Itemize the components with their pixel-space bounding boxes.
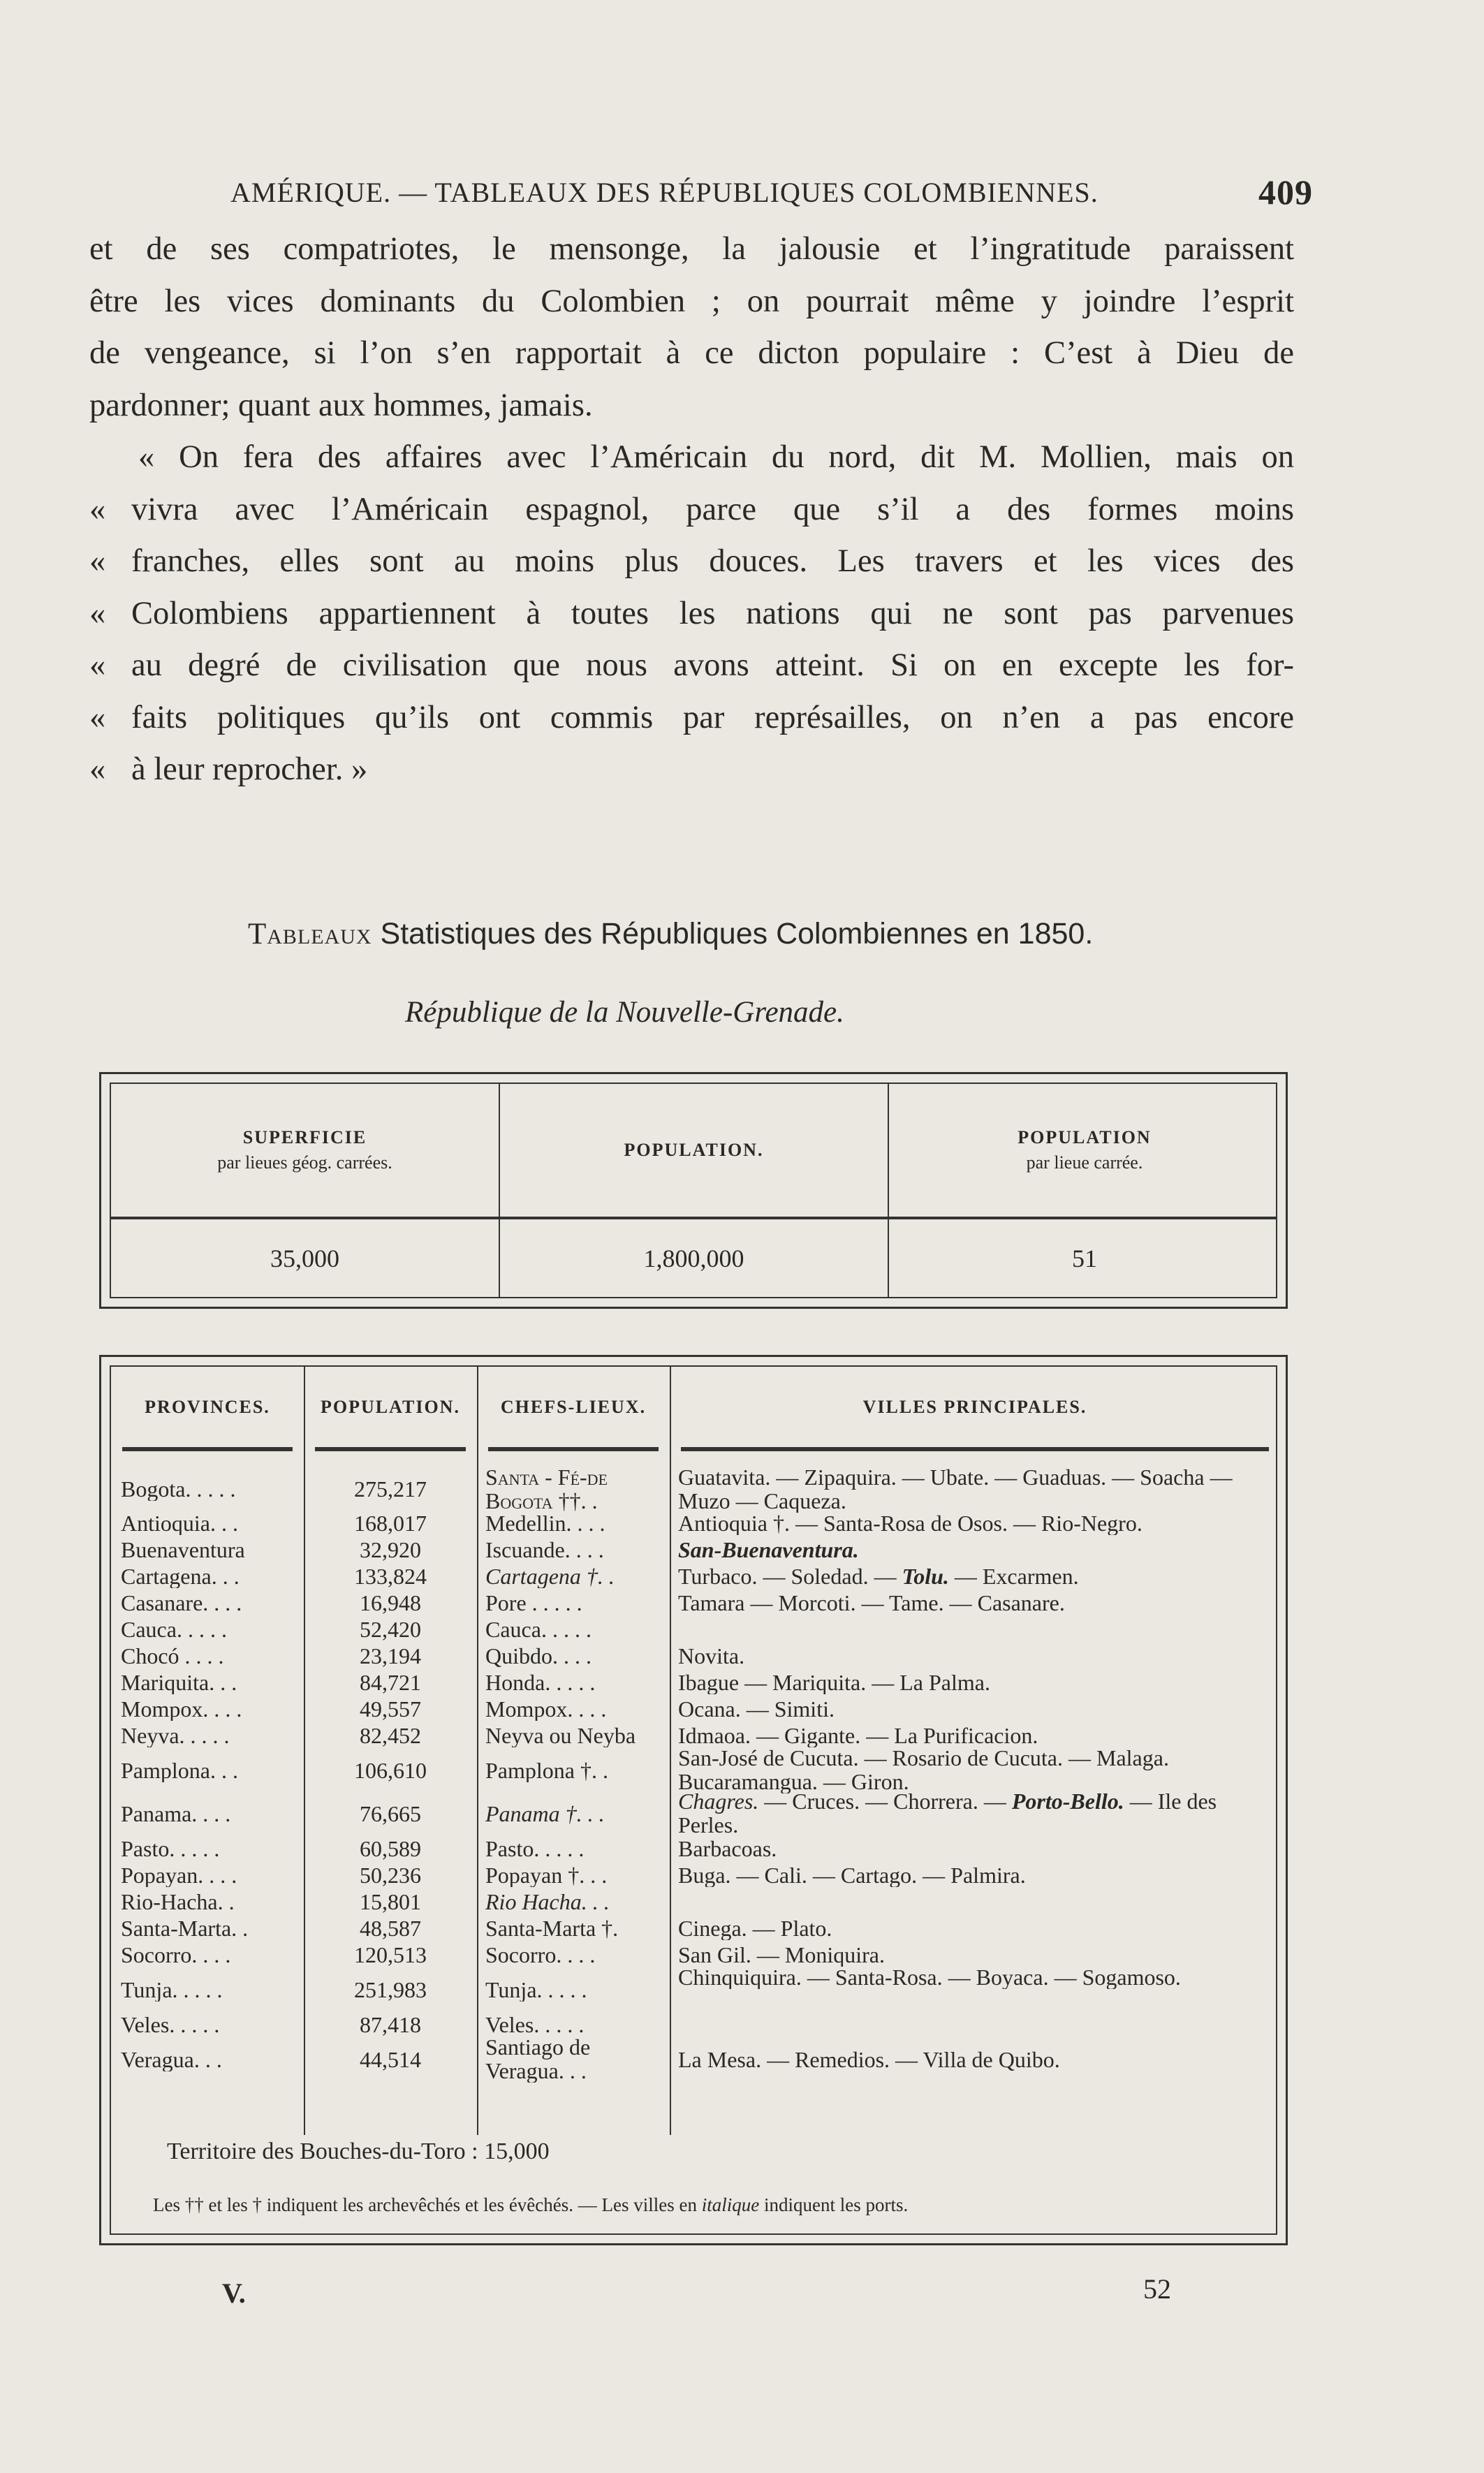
province-population: 76,665 bbox=[360, 1802, 421, 1826]
body-line-text: Colombiens appartiennent à toutes les nations qui ne sont pas parvenues bbox=[131, 595, 1294, 631]
villes-part: — Cruces. — Chorrera. — bbox=[758, 1789, 1012, 1814]
quote-line bbox=[89, 588, 1294, 640]
province-villes: La Mesa. — Remedios. — Villa de Quibo. bbox=[678, 2048, 1060, 2071]
quote-line bbox=[89, 536, 1294, 588]
header-subline: par lieues géog. carrées. bbox=[217, 1152, 392, 1173]
province-name: Santa-Marta. . bbox=[121, 1916, 249, 1940]
body-line-text: au degré de civilisation que nous avons atteint. Si on en excepte les for- bbox=[131, 647, 1294, 683]
header-population: POPULATION. bbox=[321, 1396, 460, 1417]
quote-line bbox=[89, 484, 1294, 536]
quote-mark: « bbox=[89, 699, 106, 735]
province-name: Bogota. . . . . bbox=[121, 1477, 236, 1501]
quote-line bbox=[89, 744, 1294, 796]
province-population: 23,194 bbox=[360, 1644, 421, 1668]
province-villes: Buga. — Cali. — Cartago. — Palmira. bbox=[678, 1863, 1026, 1887]
header-line: SUPERFICIE bbox=[242, 1127, 367, 1147]
territoire-line: Territoire des Bouches-du-Toro : 15,000 bbox=[167, 2138, 550, 2164]
running-head-title: AMÉRIQUE. — TABLEAUX DES RÉPUBLIQUES COLOMBIENNES. bbox=[230, 177, 1099, 208]
body-line: et de ses compatriotes, le mensonge, la jalousie et l’ingratitude paraissent bbox=[89, 231, 1294, 267]
header-superficie bbox=[111, 1084, 499, 1217]
province-chef-lieu: Veles. . . . . bbox=[485, 2013, 585, 2037]
body-line: de vengeance, si l’on s’en rapportait à ce dicton populaire : C’est à Dieu de bbox=[89, 335, 1294, 371]
provinces-table bbox=[99, 1355, 1288, 2245]
body-text bbox=[89, 223, 1294, 796]
province-name: Mompox. . . . bbox=[121, 1697, 242, 1721]
villes-part: Tolu. bbox=[902, 1564, 949, 1588]
province-chef-lieu: Rio Hacha. . . bbox=[485, 1890, 610, 1914]
province-chef-lieu: Santa-Marta †. bbox=[485, 1916, 619, 1940]
province-name: Chocó . . . . bbox=[121, 1644, 224, 1668]
col-divider bbox=[477, 1367, 478, 2135]
quote-line bbox=[89, 640, 1294, 692]
header-rule bbox=[122, 1447, 293, 1451]
villes-part: Porto-Bello. bbox=[1011, 1789, 1124, 1814]
province-name: Buenaventura bbox=[121, 1538, 245, 1562]
quote-mark: « bbox=[89, 543, 106, 579]
summary-table-frame bbox=[110, 1083, 1277, 1298]
quote-mark: « bbox=[89, 751, 106, 787]
header-rule bbox=[488, 1447, 659, 1451]
value-density: 51 bbox=[1072, 1244, 1097, 1272]
province-chef-lieu: Neyva ou Neyba bbox=[485, 1724, 636, 1747]
province-population: 52,420 bbox=[360, 1617, 421, 1641]
body-line: pardonner; quant aux hommes, jamais. bbox=[89, 387, 593, 423]
province-name: Casanare. . . . bbox=[121, 1591, 242, 1615]
province-chef-lieu: Santa - Fé-de Bogota ††. . bbox=[485, 1465, 608, 1513]
col-divider bbox=[670, 1367, 671, 2135]
quote-mark: « bbox=[89, 595, 106, 631]
footnote-italic: italique bbox=[701, 2194, 760, 2215]
province-chef-lieu: Tunja. . . . . bbox=[485, 1978, 587, 2002]
header-rule bbox=[315, 1447, 466, 1451]
province-chef-lieu: Pasto. . . . . bbox=[485, 1837, 585, 1861]
province-chef-lieu: Medellin. . . . bbox=[485, 1511, 605, 1535]
footnote-text: Les †† et les † indiquent les archevêchés et les évêchés. — Les villes en bbox=[153, 2194, 702, 2215]
province-population: 168,017 bbox=[354, 1511, 427, 1535]
province-villes: Chinquiquira. — Santa-Rosa. — Boyaca. — Sogamoso. bbox=[678, 1965, 1181, 1989]
province-name: Pamplona. . . bbox=[121, 1759, 238, 1782]
section-title-smallcaps: Tableaux bbox=[248, 918, 372, 951]
quote-mark: « bbox=[89, 647, 106, 683]
province-name: Mariquita. . . bbox=[121, 1671, 237, 1694]
province-population: 251,983 bbox=[354, 1978, 427, 2002]
province-population: 120,513 bbox=[354, 1943, 427, 1967]
province-population: 44,514 bbox=[360, 2048, 421, 2071]
province-population: 49,557 bbox=[360, 1697, 421, 1721]
section-title-rest: Statistiques des Républiques Colombiennes en 1850. bbox=[380, 917, 1094, 951]
body-line-text: faits politiques qu’ils ont commis par représailles, on n’en a pas encore bbox=[131, 699, 1294, 735]
province-villes: San-Buenaventura. bbox=[678, 1538, 859, 1562]
province-population: 16,948 bbox=[360, 1591, 421, 1615]
province-name: Panama. . . . bbox=[121, 1802, 231, 1826]
province-name: Antioquia. . . bbox=[121, 1511, 238, 1535]
header-density bbox=[889, 1084, 1280, 1217]
header-line: POPULATION bbox=[1018, 1127, 1152, 1147]
province-name: Tunja. . . . . bbox=[121, 1978, 223, 2002]
province-population: 87,418 bbox=[360, 2013, 421, 2037]
province-villes: Novita. bbox=[678, 1644, 745, 1668]
header-villes: VILLES PRINCIPALES. bbox=[862, 1396, 1087, 1417]
province-population: 133,824 bbox=[354, 1564, 427, 1588]
province-name: Rio-Hacha. . bbox=[121, 1890, 235, 1914]
province-name: Veles. . . . . bbox=[121, 2013, 220, 2037]
province-population: 32,920 bbox=[360, 1538, 421, 1562]
province-name: Cauca. . . . . bbox=[121, 1617, 227, 1641]
body-line-text: à leur reprocher. » bbox=[131, 751, 368, 787]
provinces-table-frame bbox=[110, 1365, 1277, 2235]
col-divider bbox=[304, 1367, 305, 2135]
page-number: 409 bbox=[1258, 173, 1313, 212]
province-population: 84,721 bbox=[360, 1671, 421, 1694]
province-name: Socorro. . . . bbox=[121, 1943, 231, 1967]
section-title bbox=[248, 917, 1240, 951]
value-population: 1,800,000 bbox=[643, 1244, 744, 1272]
body-line-text: franches, elles sont au moins plus douces. Les travers et les vices des bbox=[131, 543, 1294, 579]
folio-number: 52 bbox=[1143, 2273, 1171, 2305]
province-villes: Ocana. — Simiti. bbox=[678, 1697, 835, 1721]
province-villes: Tamara — Morcoti. — Tame. — Casanare. bbox=[678, 1591, 1065, 1615]
province-villes: Antioquia †. — Santa-Rosa de Osos. — Rio-Negro. bbox=[678, 1511, 1143, 1535]
villes-part: Chagres. bbox=[678, 1789, 759, 1814]
value-superficie: 35,000 bbox=[270, 1244, 339, 1272]
province-villes bbox=[678, 1789, 1277, 1837]
province-villes: Guatavita. — Zipaquira. — Ubate. — Guaduas. — Soacha — Muzo — Caqueza. bbox=[678, 1465, 1233, 1513]
header-rule bbox=[681, 1447, 1269, 1451]
province-name: Veragua. . . bbox=[121, 2048, 222, 2071]
summary-table bbox=[99, 1072, 1288, 1309]
header-chefs-lieux: CHEFS-LIEUX. bbox=[500, 1396, 647, 1417]
header-provinces: PROVINCES. bbox=[145, 1396, 270, 1417]
province-chef-lieu: Pore . . . . . bbox=[485, 1591, 582, 1615]
province-chef-lieu: Honda. . . . . bbox=[485, 1671, 596, 1694]
quote-line bbox=[89, 692, 1294, 744]
province-chef-lieu: Quibdo. . . . bbox=[485, 1644, 592, 1668]
province-chef-lieu: Santiago de Veragua. . . bbox=[485, 2035, 591, 2083]
footnote-text-end: indiquent les ports. bbox=[759, 2194, 909, 2215]
body-line: être les vices dominants du Colombien ; on pourrait même y joindre l’esprit bbox=[89, 283, 1294, 319]
body-line-text: vivra avec l’Américain espagnol, parce que s’il a des formes moins bbox=[131, 491, 1294, 527]
province-villes: San-José de Cucuta. — Rosario de Cucuta. — Malaga. Bucaramangua. — Giron. bbox=[678, 1746, 1169, 1793]
province-population: 15,801 bbox=[360, 1890, 421, 1914]
villes-part: — Ile des Perles. bbox=[678, 1789, 1217, 1837]
province-chef-lieu: Panama †. . . bbox=[485, 1802, 605, 1826]
header-population bbox=[500, 1084, 888, 1217]
province-population: 48,587 bbox=[360, 1916, 421, 1940]
villes-part: Turbaco. — Soledad. — bbox=[678, 1564, 902, 1588]
province-name: Popayan. . . . bbox=[121, 1863, 237, 1887]
province-villes: Barbacoas. bbox=[678, 1837, 777, 1861]
province-population: 60,589 bbox=[360, 1837, 421, 1861]
quote-mark: « bbox=[89, 491, 106, 527]
header-line: POPULATION. bbox=[624, 1140, 764, 1160]
villes-part: — Excarmen. bbox=[948, 1564, 1079, 1588]
province-population: 275,217 bbox=[354, 1477, 427, 1501]
header-subline: par lieue carrée. bbox=[1026, 1152, 1143, 1173]
province-name: Pasto. . . . . bbox=[121, 1837, 220, 1861]
footnote bbox=[153, 2194, 908, 2216]
province-villes: Idmaoa. — Gigante. — La Purificacion. bbox=[678, 1724, 1038, 1747]
province-chef-lieu: Iscuande. . . . bbox=[485, 1538, 604, 1562]
province-population: 106,610 bbox=[354, 1759, 427, 1782]
province-chef-lieu: Mompox. . . . bbox=[485, 1697, 607, 1721]
province-chef-lieu: Cauca. . . . . bbox=[485, 1617, 592, 1641]
province-name: Neyva. . . . . bbox=[121, 1724, 230, 1747]
province-population: 50,236 bbox=[360, 1863, 421, 1887]
province-villes: San Gil. — Moniquira. bbox=[678, 1943, 885, 1967]
province-chef-lieu: Pamplona †. . bbox=[485, 1759, 608, 1782]
province-villes: Ibague — Mariquita. — La Palma. bbox=[678, 1671, 990, 1694]
province-villes bbox=[678, 1564, 1277, 1588]
province-chef-lieu: Popayan †. . . bbox=[485, 1863, 608, 1887]
section-subtitle: République de la Nouvelle-Grenade. bbox=[405, 996, 844, 1029]
province-population: 82,452 bbox=[360, 1724, 421, 1747]
province-villes: Cinega. — Plato. bbox=[678, 1916, 832, 1940]
province-name: Cartagena. . . bbox=[121, 1564, 240, 1588]
running-head bbox=[230, 173, 1313, 218]
signature-mark: V. bbox=[222, 2277, 246, 2309]
province-chef-lieu: Socorro. . . . bbox=[485, 1943, 596, 1967]
province-chef-lieu: Cartagena †. . bbox=[485, 1564, 615, 1588]
body-line: « On fera des affaires avec l’Américain du nord, dit M. Mollien, mais on bbox=[138, 439, 1294, 475]
